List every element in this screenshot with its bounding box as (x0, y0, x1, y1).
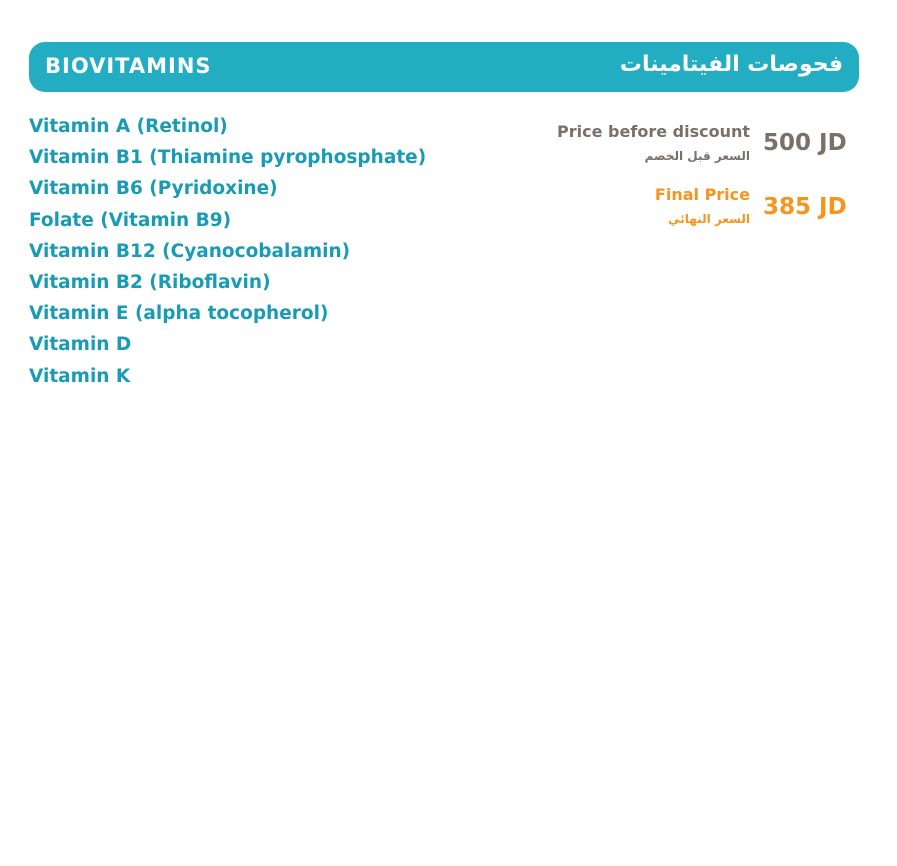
list-item: Vitamin B12 (Cyanocobalamin) (29, 240, 351, 262)
title-en: BIOVITAMINS (45, 54, 212, 78)
final-price-value: 385 JD (763, 194, 847, 220)
list-item: Vitamin B2 (Riboflavin) (29, 271, 271, 293)
list-item: Vitamin K (29, 365, 131, 387)
price-before-label: Price before discount (557, 122, 750, 141)
list-item: Vitamin A (Retinol) (29, 116, 228, 137)
list-item: Vitamin D (29, 334, 132, 356)
list-item: Vitamin B6 (Pyridoxine) (29, 178, 278, 200)
test-list (29, 114, 426, 395)
title-ar: فحوصات الفيتامينات (619, 52, 843, 77)
header-banner (29, 42, 859, 92)
final-price-label: Final Price (654, 185, 750, 204)
list-item: Folate (Vitamin B9) (29, 209, 232, 231)
list-item: Vitamin E (alpha tocopherol) (29, 303, 329, 325)
list-item: Vitamin B1 (Thiamine pyrophosphate) (29, 147, 427, 169)
price-before-label-ar: السعر قبل الخصم (644, 149, 750, 163)
price-before-value: 500 JD (763, 130, 847, 156)
final-price-label-ar: السعر النهائي (668, 212, 750, 226)
